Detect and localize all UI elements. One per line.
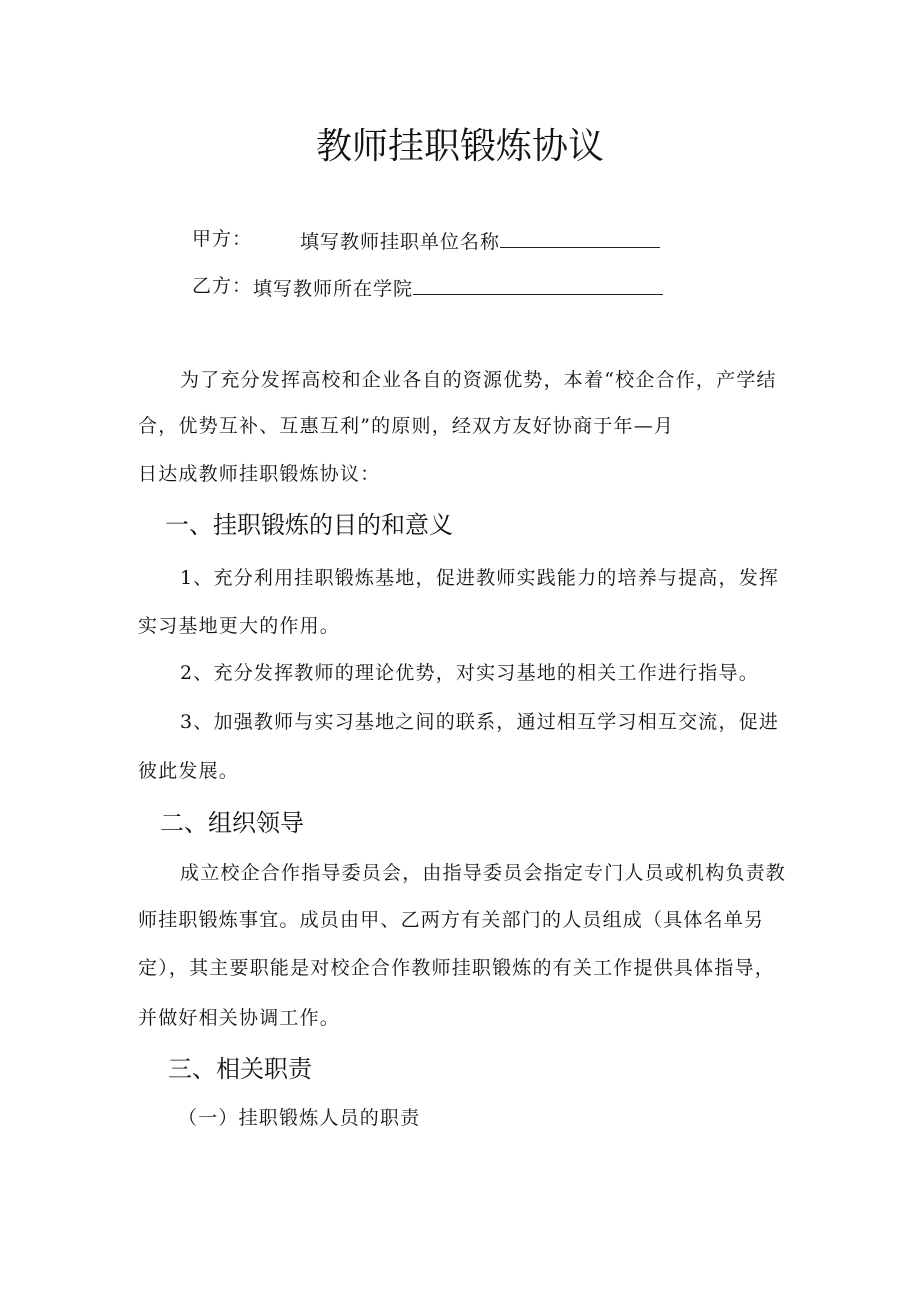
section-2-line-3: 定），其主要职能是对校企合作教师挂职锻炼的有关工作提供具体指导，: [138, 957, 775, 979]
intro-line-3: 日达成教师挂职锻炼协议：: [138, 463, 381, 485]
section-2-line-2: 师挂职锻炼事宜。成员由甲、乙两方有关部门的人员组成（具体名单另: [138, 909, 765, 931]
section-1-item-3-line-1: 3、加强教师与实习基地之间的联系，通过相互学习相互交流，促进: [180, 711, 780, 733]
section-1-item-1-line-1: 1、充分利用挂职锻炼基地，促进教师实践能力的培养与提高，发挥: [180, 567, 780, 589]
section-3-subheading-1: （一）挂职锻炼人员的职责: [178, 1107, 421, 1129]
party-b-value: 填写教师所在学院: [253, 278, 414, 300]
section-1-item-1-line-2: 实习基地更大的作用。: [138, 615, 341, 637]
intro-line-2: 合，优势互补、互惠互利”的原则，经双方友好协商于年—月: [138, 415, 675, 437]
party-a-field: [300, 225, 660, 256]
section-1-heading: 一、挂职锻炼的目的和意义: [165, 511, 453, 539]
party-a-value: 填写教师挂职单位名称: [300, 231, 501, 253]
party-b-field: [253, 272, 663, 303]
section-2-line-4: 并做好相关协调工作。: [138, 1007, 341, 1029]
party-a-underline: [500, 225, 660, 248]
intro-line-1: 为了充分发挥高校和企业各自的资源优势，本着“校企合作，产学结: [180, 369, 777, 391]
section-1-item-3-line-2: 彼此发展。: [138, 760, 240, 782]
section-2-heading: 二、组织领导: [160, 809, 304, 837]
party-b-label: 乙方：: [192, 275, 253, 297]
party-b-underline: [413, 272, 663, 295]
section-3-heading: 三、相关职责: [168, 1055, 312, 1083]
section-1-item-2-line-1: 2、充分发挥教师的理论优势，对实习基地的相关工作进行指导。: [180, 662, 759, 684]
document-title: 教师挂职锻炼协议: [315, 126, 604, 167]
section-2-line-1: 成立校企合作指导委员会，由指导委员会指定专门人员或机构负责教: [180, 862, 787, 884]
party-a-label: 甲方：: [192, 228, 253, 250]
